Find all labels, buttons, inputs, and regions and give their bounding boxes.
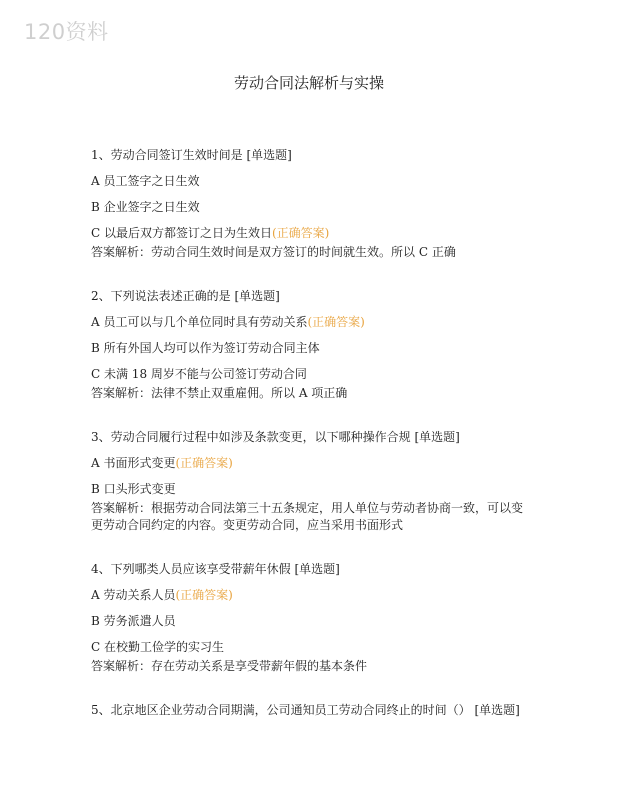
option-label: C 以最后双方都签订之日为生效日 [91, 226, 272, 240]
question-block [91, 428, 531, 534]
question-block [91, 560, 531, 675]
question-list [91, 146, 531, 745]
option-item[interactable] [91, 339, 531, 357]
correct-answer-tag: (正确答案) [272, 226, 330, 240]
question-block [91, 146, 531, 261]
option-label: A 书面形式变更 [91, 456, 176, 470]
answer-analysis: 答案解析：劳动合同生效时间是双方签订的时间就生效。所以 C 正确 [91, 245, 456, 259]
question-text: 3、劳动合同履行过程中如涉及条款变更，以下哪种操作合规 [单选题] [91, 430, 460, 444]
correct-answer-tag: (正确答案) [175, 588, 233, 602]
option-item[interactable] [91, 172, 531, 190]
question-text: 1、劳动合同签订生效时间是 [单选题] [91, 148, 292, 162]
option-item[interactable] [91, 365, 531, 383]
question-block [91, 287, 531, 402]
answer-analysis: 答案解析：存在劳动关系是享受带薪年假的基本条件 [91, 659, 368, 673]
page-title: 劳动合同法解析与实操 [233, 74, 384, 92]
watermark: 120资料 [24, 20, 109, 44]
option-item[interactable] [91, 198, 531, 216]
option-item[interactable] [91, 224, 531, 242]
option-item[interactable] [91, 612, 531, 630]
option-item[interactable] [91, 638, 531, 656]
answer-analysis: 答案解析：法律不禁止双重雇佣。所以 A 项正确 [91, 386, 348, 400]
option-label: B 所有外国人均可以作为签订劳动合同主体 [91, 341, 320, 355]
answer-analysis: 答案解析：根据劳动合同法第三十五条规定，用人单位与劳动者协商一致，可以变更劳动合同约定的内容。变更劳动合同，应当采用书面形式 [91, 501, 524, 532]
option-item[interactable] [91, 586, 531, 604]
question-text: 2、下列说法表述正确的是 [单选题] [91, 289, 280, 303]
question-text: 4、下列哪类人员应该享受带薪年休假 [单选题] [91, 562, 340, 576]
option-item[interactable] [91, 480, 531, 498]
option-label: B 口头形式变更 [91, 482, 176, 496]
option-label: B 企业签字之日生效 [91, 200, 200, 214]
correct-answer-tag: (正确答案) [175, 456, 233, 470]
option-item[interactable] [91, 454, 531, 472]
option-label: A 员工签字之日生效 [91, 174, 200, 188]
option-label: A 劳动关系人员 [91, 588, 176, 602]
option-label: B 劳务派遣人员 [91, 614, 176, 628]
option-label: C 未满 18 周岁不能与公司签订劳动合同 [91, 367, 307, 381]
question-block [91, 701, 531, 719]
option-label: A 员工可以与几个单位同时具有劳动关系 [91, 315, 308, 329]
correct-answer-tag: (正确答案) [307, 315, 365, 329]
question-text: 5、北京地区企业劳动合同期满，公司通知员工劳动合同终止的时间（） [单选题] [91, 703, 520, 717]
option-item[interactable] [91, 313, 531, 331]
option-label: C 在校勤工俭学的实习生 [91, 640, 224, 654]
